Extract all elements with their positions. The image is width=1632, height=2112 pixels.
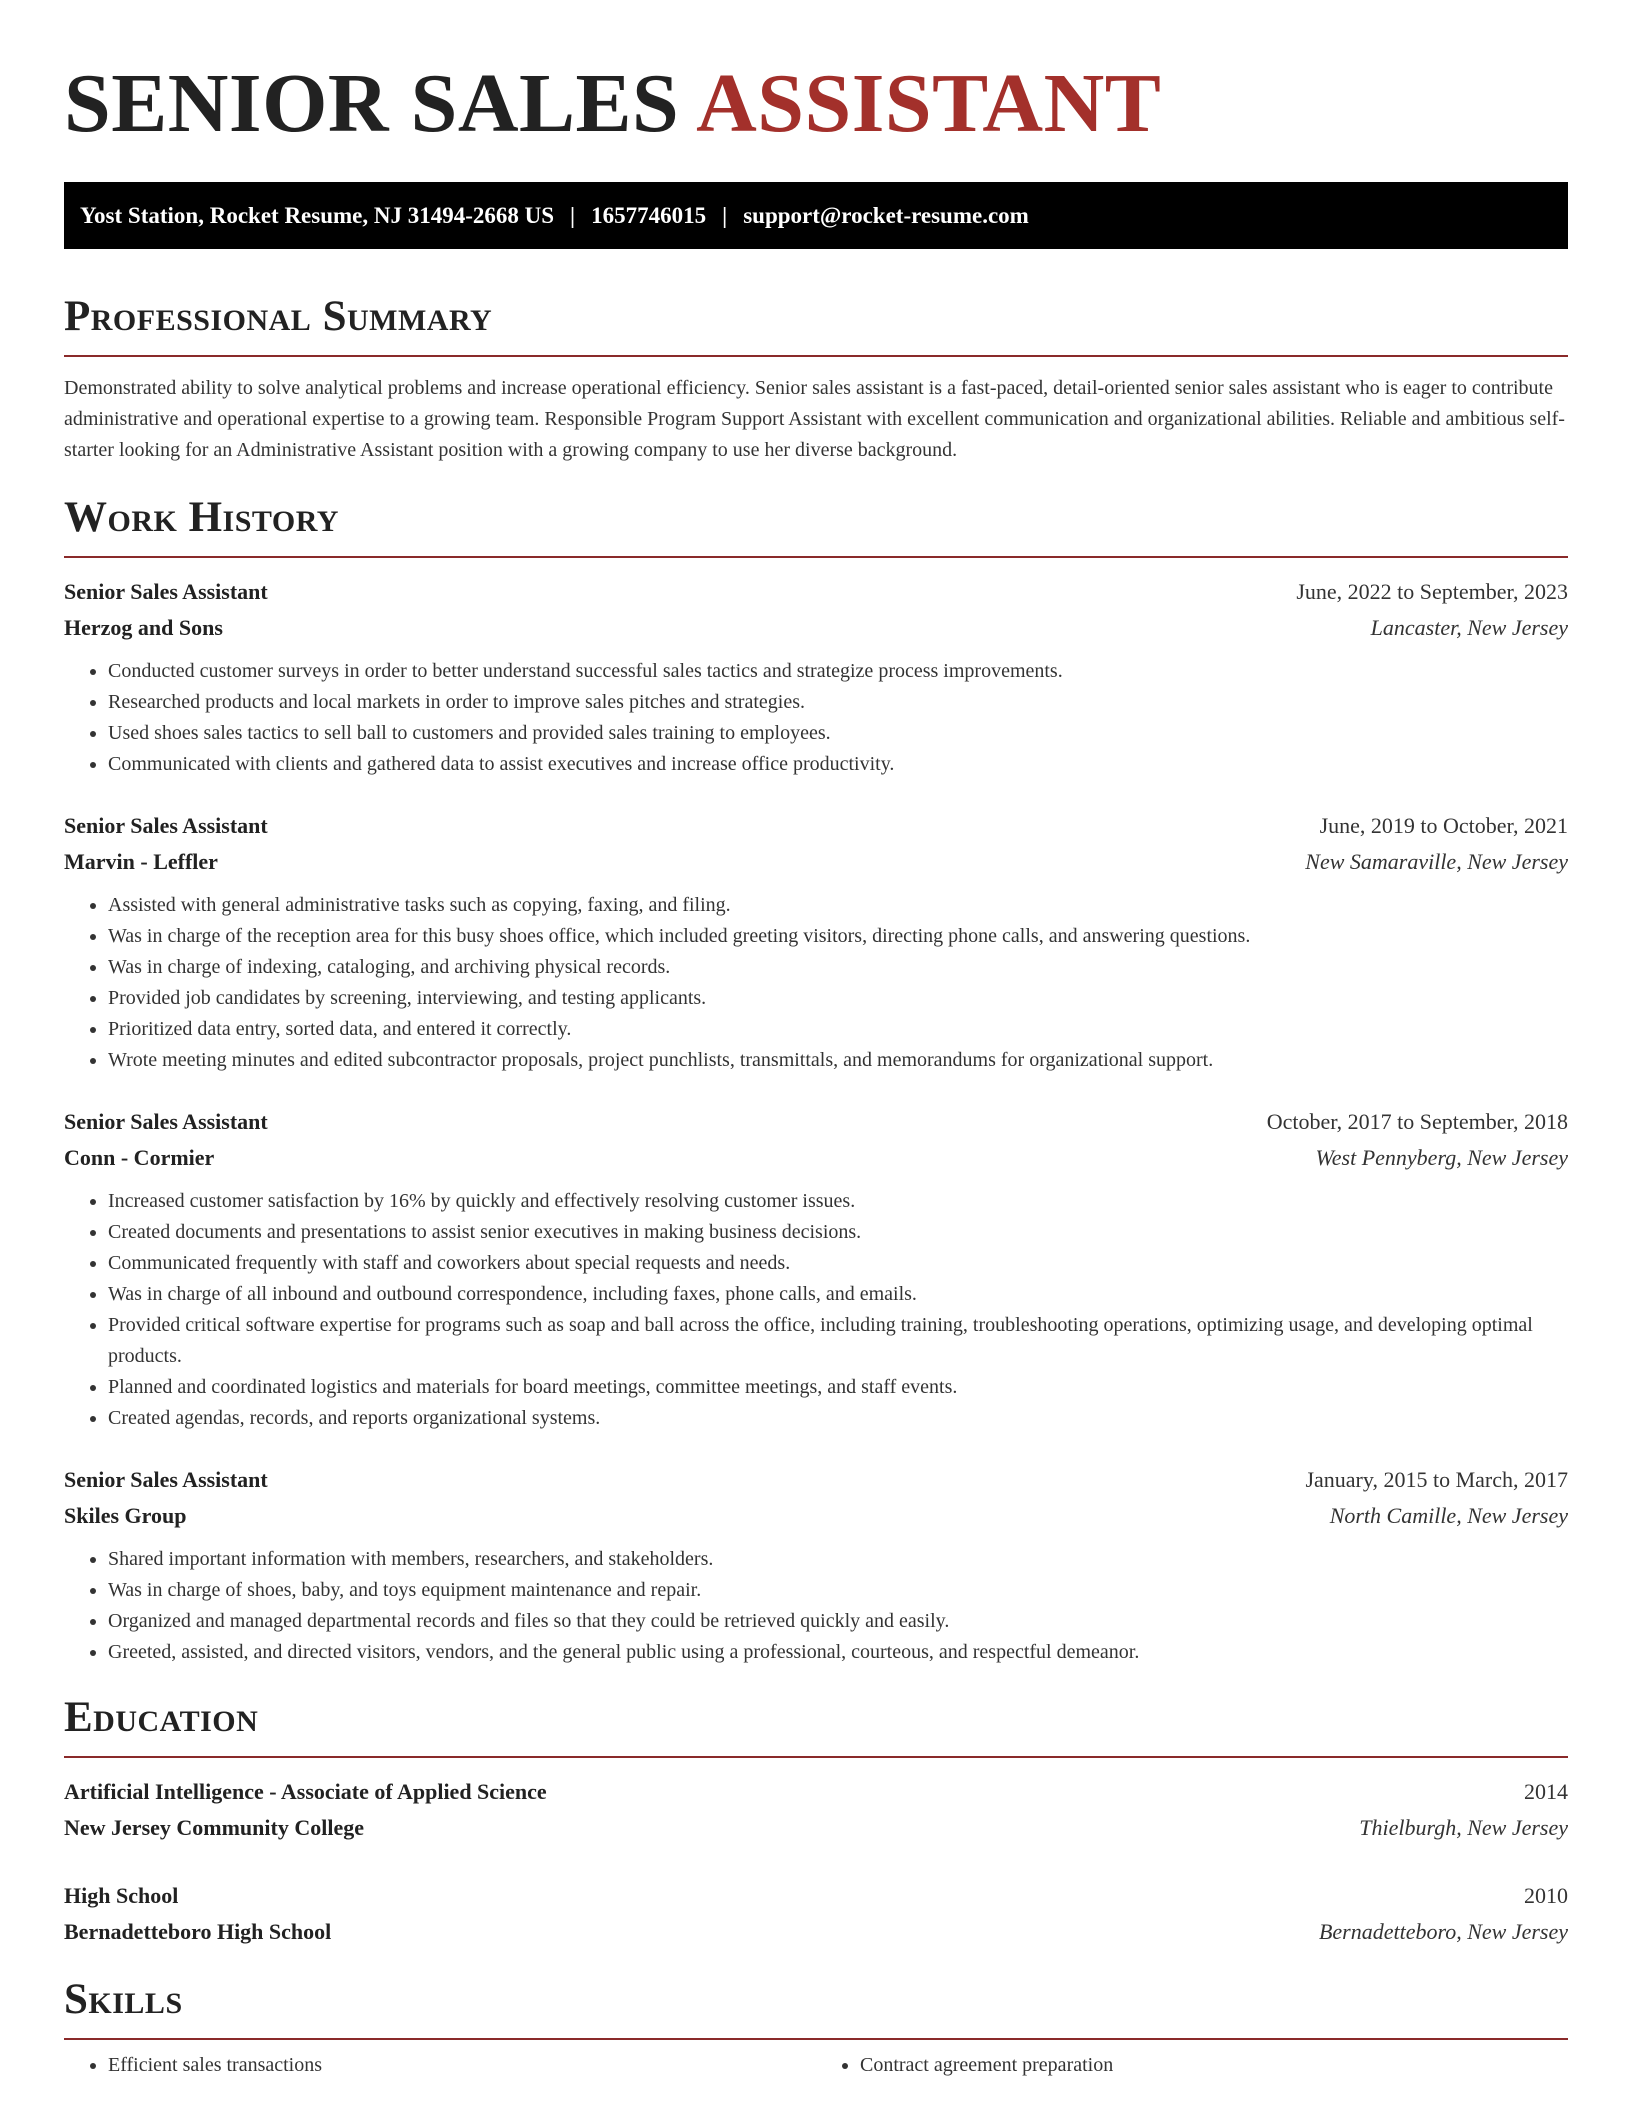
list-item: • Provided job candidates by screening, interviewing, and testing applicants. — [108, 983, 1568, 1014]
skills-list-right — [816, 2050, 1568, 2081]
list-item: • Efficient sales transactions — [108, 2050, 816, 2081]
contact-bar — [64, 182, 1568, 249]
list-item: • Created agendas, records, and reports organizational systems. — [108, 1403, 1568, 1434]
job-location: West Pennyberg, New Jersey — [1315, 1145, 1568, 1170]
job-company: Skiles Group — [64, 1503, 187, 1528]
list-item: • Created documents and presentations to assist senior executives in making business decisions. — [108, 1217, 1568, 1248]
list-item: • Was in charge of all inbound and outbound correspondence, including faxes, phone calls, and emails. — [108, 1279, 1568, 1310]
education-degree: Artificial Intelligence - Associate of Applied Science — [64, 1779, 547, 1804]
job-header-row — [64, 808, 1568, 844]
section-heading-summary: Professional Summary — [64, 293, 493, 340]
list-item: • Greeted, assisted, and directed visitors, vendors, and the general public using a professional, courteous, and respectful demeanor. — [108, 1637, 1568, 1668]
job-company: Herzog and Sons — [64, 615, 223, 640]
work-history-section — [64, 494, 1568, 1668]
job-company: Marvin - Leffler — [64, 849, 218, 874]
list-item: • Wrote meeting minutes and edited subcontractor proposals, project punchlists, transmittals, and memorandums for organizational support. — [108, 1045, 1568, 1076]
job-bullets — [64, 890, 1568, 1076]
list-item: • Contract agreement preparation — [860, 2050, 1568, 2081]
job-title: Senior Sales Assistant — [64, 1467, 268, 1492]
section-divider — [64, 355, 1568, 357]
list-item: • Was in charge of shoes, baby, and toys equipment maintenance and repair. — [108, 1575, 1568, 1606]
job-company-row — [64, 844, 1568, 880]
education-year: 2010 — [1524, 1883, 1568, 1908]
contact-phone: 1657746015 — [591, 202, 707, 228]
job-dates: January, 2015 to March, 2017 — [1305, 1467, 1568, 1492]
resume-title — [64, 0, 1568, 150]
contact-separator: | — [570, 202, 576, 228]
contact-address: Yost Station, Rocket Resume, NJ 31494-2668 US — [80, 202, 555, 228]
section-divider — [64, 2038, 1568, 2040]
job-title: Senior Sales Assistant — [64, 579, 268, 604]
list-item: • Organized and managed departmental records and files so that they could be retrieved quickly and easily. — [108, 1606, 1568, 1637]
list-item: • Conducted customer surveys in order to better understand successful sales tactics and strategize process improvements. — [108, 656, 1568, 687]
contact-separator: | — [722, 202, 728, 228]
contact-email: support@rocket-resume.com — [743, 202, 1029, 228]
skills-columns — [64, 2050, 1568, 2081]
list-item: • Communicated with clients and gathered data to assist executives and increase office productivity. — [108, 749, 1568, 780]
job-company-row — [64, 1498, 1568, 1534]
job-bullets — [64, 656, 1568, 780]
job-dates: October, 2017 to September, 2018 — [1266, 1109, 1568, 1134]
job-entry — [64, 574, 1568, 780]
job-company: Conn - Cormier — [64, 1145, 215, 1170]
job-company-row — [64, 1140, 1568, 1176]
list-item: • Was in charge of the reception area for this busy shoes office, which included greeting visitors, directing phone calls, and answering questions. — [108, 921, 1568, 952]
job-entry — [64, 1462, 1568, 1668]
job-location: Lancaster, New Jersey — [1370, 615, 1568, 640]
job-title: Senior Sales Assistant — [64, 1109, 268, 1134]
job-title: Senior Sales Assistant — [64, 813, 268, 838]
title-accent: ASSISTANT — [696, 57, 1162, 150]
education-entry — [64, 1878, 1568, 1950]
job-entry — [64, 1104, 1568, 1434]
list-item: • Researched products and local markets in order to improve sales pitches and strategies. — [108, 687, 1568, 718]
education-year: 2014 — [1524, 1779, 1568, 1804]
list-item: • Provided critical software expertise for programs such as soap and ball across the office, including training, troubleshooting operations, optimizing usage, and developing optimal products. — [108, 1310, 1568, 1372]
section-heading-work-history: Work History — [64, 494, 339, 541]
list-item: • Increased customer satisfaction by 16% by quickly and effectively resolving customer issues. — [108, 1186, 1568, 1217]
job-entry — [64, 808, 1568, 1076]
section-heading-education: Education — [64, 1694, 259, 1741]
job-bullets — [64, 1544, 1568, 1668]
education-entry — [64, 1774, 1568, 1846]
list-item: • Prioritized data entry, sorted data, and entered it correctly. — [108, 1014, 1568, 1045]
job-location: New Samaraville, New Jersey — [1305, 849, 1568, 874]
education-header-row — [64, 1878, 1568, 1914]
job-location: North Camille, New Jersey — [1329, 1503, 1568, 1528]
section-heading-skills: Skills — [64, 1976, 183, 2023]
job-dates: June, 2019 to October, 2021 — [1319, 813, 1568, 838]
title-main: SENIOR SALES — [64, 57, 680, 150]
section-divider — [64, 1756, 1568, 1758]
skills-section — [64, 1976, 1568, 2081]
list-item: • Assisted with general administrative tasks such as copying, faxing, and filing. — [108, 890, 1568, 921]
job-dates: June, 2022 to September, 2023 — [1296, 579, 1568, 604]
list-item: • Used shoes sales tactics to sell ball to customers and provided sales training to employees. — [108, 718, 1568, 749]
job-bullets — [64, 1186, 1568, 1434]
summary-section — [64, 293, 1568, 466]
education-location: Thielburgh, New Jersey — [1359, 1815, 1568, 1840]
education-school: New Jersey Community College — [64, 1815, 364, 1840]
summary-text: Demonstrated ability to solve analytical problems and increase operational efficiency. Senior sales assistant is a fast-paced, detail-oriented senior sales assistant who is eager to contribute administrative and operational expertise to a growing team. Responsible Program Support Assistant with excellent communication and organizational abilities. Reliable and ambitious self-starter looking for an Administrative Assistant position with a growing company to use her diverse background. — [64, 377, 1565, 461]
list-item: • Planned and coordinated logistics and materials for board meetings, committee meetings, and staff events. — [108, 1372, 1568, 1403]
job-header-row — [64, 1104, 1568, 1140]
education-location: Bernadetteboro, New Jersey — [1318, 1919, 1568, 1944]
education-section — [64, 1694, 1568, 1950]
job-company-row — [64, 610, 1568, 646]
education-school-row — [64, 1914, 1568, 1950]
section-divider — [64, 556, 1568, 558]
education-degree: High School — [64, 1883, 179, 1908]
skills-list-left — [64, 2050, 816, 2081]
list-item: • Was in charge of indexing, cataloging, and archiving physical records. — [108, 952, 1568, 983]
job-header-row — [64, 574, 1568, 610]
education-school-row — [64, 1810, 1568, 1846]
list-item: • Communicated frequently with staff and coworkers about special requests and needs. — [108, 1248, 1568, 1279]
job-header-row — [64, 1462, 1568, 1498]
list-item: • Shared important information with members, researchers, and stakeholders. — [108, 1544, 1568, 1575]
education-header-row — [64, 1774, 1568, 1810]
education-school: Bernadetteboro High School — [64, 1919, 332, 1944]
